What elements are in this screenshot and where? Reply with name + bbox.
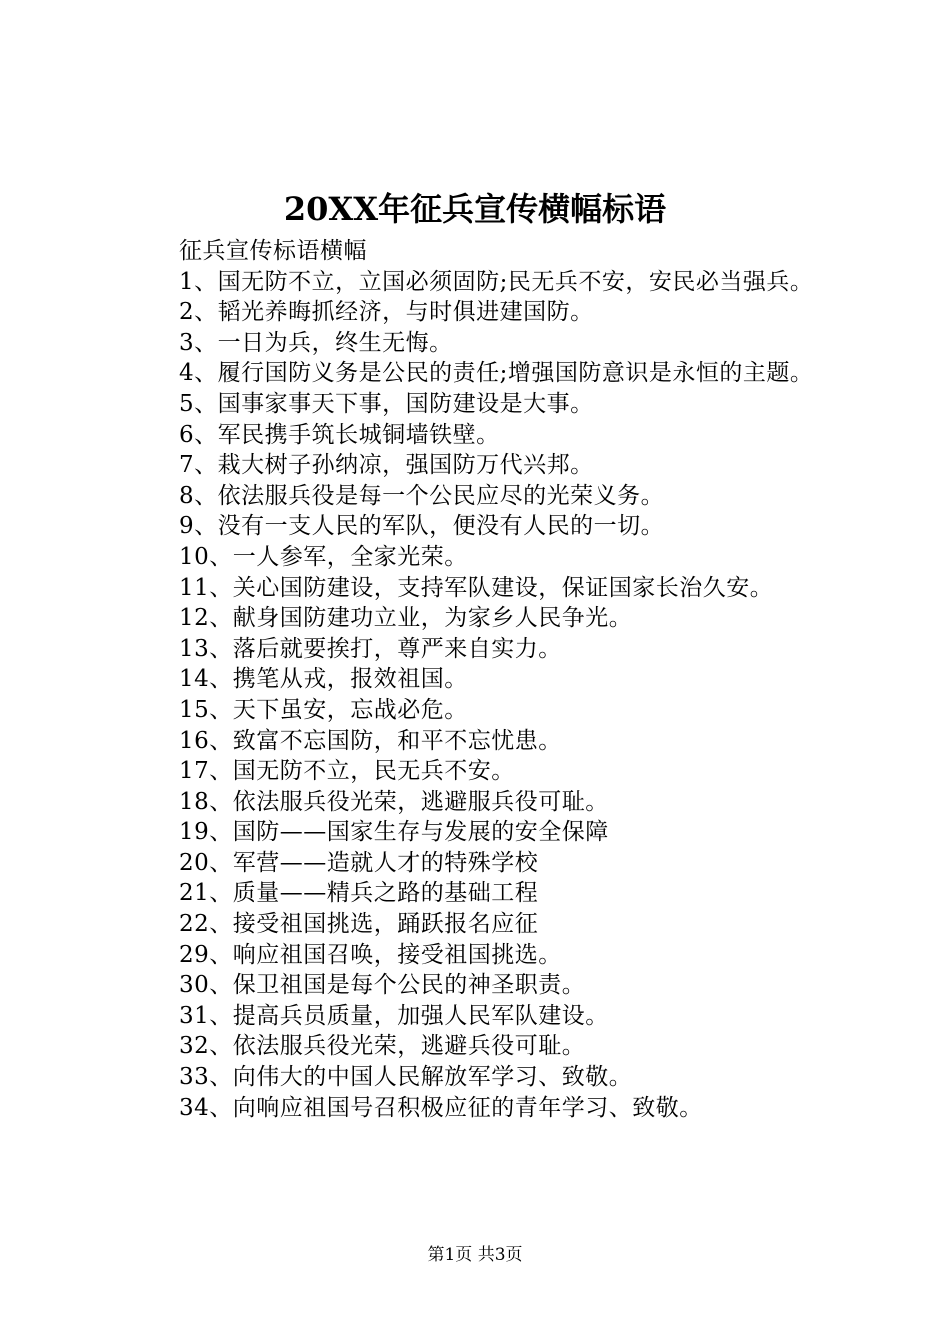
slogan-item: 14、携笔从戎，报效祖国。	[179, 666, 468, 693]
document-body	[127, 236, 833, 1123]
slogan-item: 4、履行国防义务是公民的责任;增强国防意识是永恒的主题。	[179, 360, 814, 387]
slogan-item: 19、国防——国家生存与发展的安全保障	[179, 819, 609, 846]
slogan-item: 34、向响应祖国号召积极应征的青年学习、致敬。	[179, 1094, 703, 1121]
slogan-item: 32、依法服兵役光荣，逃避兵役可耻。	[179, 1033, 586, 1060]
document-title: 20XX年征兵宣传横幅标语	[283, 190, 667, 228]
slogan-item: 9、没有一支人民的军队，便没有人民的一切。	[179, 513, 665, 540]
slogan-item: 7、栽大树子孙纳凉，强国防万代兴邦。	[179, 452, 594, 479]
slogan-item: 21、质量——精兵之路的基础工程	[179, 880, 539, 907]
slogan-item: 6、军民携手筑长城铜墙铁壁。	[179, 421, 500, 448]
slogan-item: 5、国事家事天下事，国防建设是大事。	[179, 390, 594, 417]
slogan-item: 18、依法服兵役光荣，逃避服兵役可耻。	[179, 788, 609, 815]
page-footer: 第1页 共3页	[427, 1245, 523, 1265]
slogan-item: 17、国无防不立，民无兵不安。	[179, 758, 515, 785]
slogan-item: 13、落后就要挨打，尊严来自实力。	[179, 635, 562, 662]
slogan-item: 12、献身国防建功立业，为家乡人民争光。	[179, 605, 633, 632]
paragraph-subtitle: 征兵宣传标语横幅	[179, 238, 367, 264]
slogan-item: 29、响应祖国召唤，接受祖国挑选。	[179, 941, 562, 968]
slogan-item: 11、关心国防建设，支持军队建设，保证国家长治久安。	[179, 574, 774, 601]
slogan-item: 2、韬光养晦抓经济，与时俱进建国防。	[179, 299, 594, 326]
slogan-item: 33、向伟大的中国人民解放军学习、致敬。	[179, 1064, 633, 1091]
slogan-item: 22、接受祖国挑选，踊跃报名应征	[179, 911, 539, 938]
slogan-item: 31、提高兵员质量，加强人民军队建设。	[179, 1002, 609, 1029]
slogan-item: 10、一人参军，全家光荣。	[179, 543, 468, 570]
slogan-item: 1、国无防不立，立国必须固防;民无兵不安，安民必当强兵。	[179, 268, 814, 295]
slogan-item: 3、一日为兵，终生无悔。	[179, 329, 453, 356]
slogan-item: 8、依法服兵役是每一个公民应尽的光荣义务。	[179, 482, 665, 509]
slogan-item: 30、保卫祖国是每个公民的神圣职责。	[179, 972, 586, 999]
slogan-item: 16、致富不忘国防，和平不忘忧患。	[179, 727, 562, 754]
slogan-item: 15、天下虽安，忘战必危。	[179, 696, 468, 723]
slogan-item: 20、军营——造就人才的特殊学校	[179, 849, 539, 876]
